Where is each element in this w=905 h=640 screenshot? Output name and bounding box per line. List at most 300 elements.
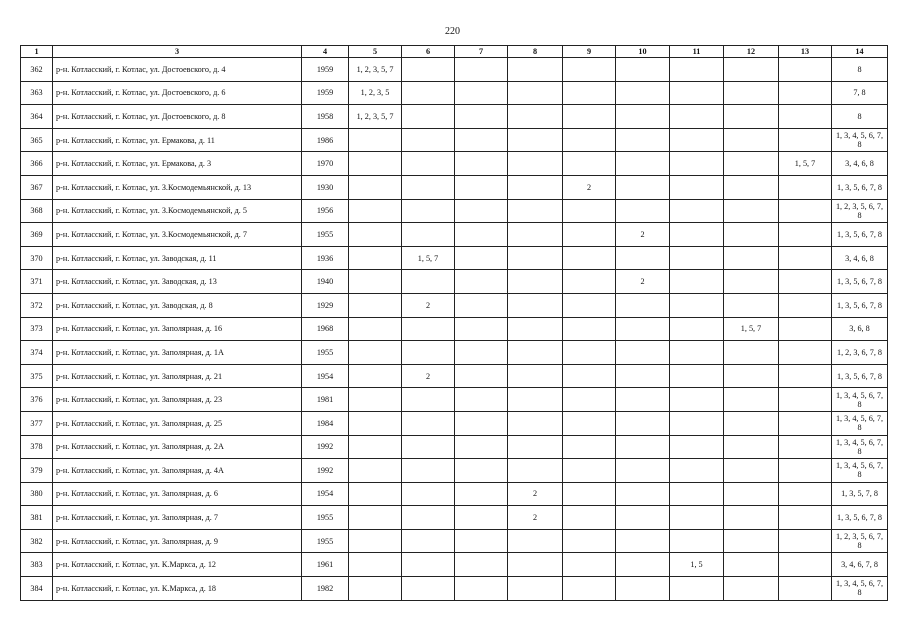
row-number-cell: 369 <box>21 223 53 247</box>
table-cell <box>724 506 779 530</box>
table-cell <box>402 81 455 105</box>
table-cell <box>455 529 508 553</box>
table-cell <box>563 577 616 601</box>
year-cell: 1929 <box>302 293 349 317</box>
table-row <box>21 58 888 82</box>
table-cell <box>455 270 508 294</box>
table-cell <box>670 223 724 247</box>
table-row <box>21 411 888 435</box>
table-cell: 1, 3, 5, 6, 7, 8 <box>832 223 888 247</box>
table-cell <box>563 81 616 105</box>
table-cell: 1, 3, 5, 6, 7, 8 <box>832 270 888 294</box>
table-cell <box>402 223 455 247</box>
table-cell <box>563 152 616 176</box>
table-cell <box>670 199 724 223</box>
table-cell <box>508 246 563 270</box>
column-header: 3 <box>53 46 302 58</box>
table-cell <box>616 364 670 388</box>
address-cell: р-н. Котласский, г. Котлас, ул. Заполярная, д. 23 <box>53 388 302 412</box>
table-cell <box>402 317 455 341</box>
address-cell: р-н. Котласский, г. Котлас, ул. Заполярная, д. 16 <box>53 317 302 341</box>
table-cell <box>670 506 724 530</box>
table-cell <box>455 553 508 577</box>
table-cell <box>508 459 563 483</box>
year-cell: 1954 <box>302 364 349 388</box>
table-cell <box>563 317 616 341</box>
table-cell <box>779 199 832 223</box>
table-cell <box>508 577 563 601</box>
table-row <box>21 577 888 601</box>
table-cell: 1, 3, 4, 5, 6, 7, 8 <box>832 128 888 152</box>
table-cell <box>724 175 779 199</box>
table-cell <box>455 58 508 82</box>
table-cell <box>724 293 779 317</box>
address-cell: р-н. Котласский, г. Котлас, ул. Заполярная, д. 2А <box>53 435 302 459</box>
table-cell <box>670 58 724 82</box>
address-cell: р-н. Котласский, г. Котлас, ул. Достоевского, д. 8 <box>53 105 302 129</box>
column-header: 7 <box>455 46 508 58</box>
table-cell <box>724 364 779 388</box>
table-cell <box>779 553 832 577</box>
table-row <box>21 388 888 412</box>
table-cell <box>508 293 563 317</box>
table-cell <box>508 411 563 435</box>
table-cell <box>508 223 563 247</box>
table-cell <box>670 293 724 317</box>
table-cell: 1, 5 <box>670 553 724 577</box>
table-cell <box>455 411 508 435</box>
table-cell <box>349 152 402 176</box>
table-cell: 1, 3, 5, 6, 7, 8 <box>832 506 888 530</box>
table-cell: 2 <box>508 482 563 506</box>
table-cell <box>402 529 455 553</box>
row-number-cell: 374 <box>21 341 53 365</box>
table-cell <box>455 105 508 129</box>
table-cell <box>563 270 616 294</box>
table-cell <box>724 435 779 459</box>
table-cell <box>616 317 670 341</box>
table-cell <box>455 435 508 459</box>
table-cell <box>349 529 402 553</box>
table-cell <box>616 58 670 82</box>
table-cell <box>779 270 832 294</box>
year-cell: 1956 <box>302 199 349 223</box>
table-cell <box>724 411 779 435</box>
table-cell <box>724 199 779 223</box>
table-row <box>21 128 888 152</box>
table-row <box>21 105 888 129</box>
table-cell <box>779 364 832 388</box>
year-cell: 1930 <box>302 175 349 199</box>
row-number-cell: 366 <box>21 152 53 176</box>
table-cell <box>616 152 670 176</box>
table-cell <box>349 199 402 223</box>
table-cell <box>779 81 832 105</box>
table-row <box>21 293 888 317</box>
address-cell: р-н. Котласский, г. Котлас, ул. З.Космодемьянской, д. 5 <box>53 199 302 223</box>
table-cell <box>455 152 508 176</box>
table-cell <box>402 553 455 577</box>
address-cell: р-н. Котласский, г. Котлас, ул. З.Космодемьянской, д. 13 <box>53 175 302 199</box>
table-cell <box>779 459 832 483</box>
table-cell <box>779 223 832 247</box>
table-cell <box>563 459 616 483</box>
table-cell <box>349 246 402 270</box>
table-cell <box>349 317 402 341</box>
table-cell <box>779 411 832 435</box>
table-cell <box>779 388 832 412</box>
table-cell: 2 <box>402 364 455 388</box>
table-cell <box>779 341 832 365</box>
table-cell: 1, 3, 5, 7, 8 <box>832 482 888 506</box>
table-cell <box>779 175 832 199</box>
table-cell <box>455 341 508 365</box>
row-number-cell: 373 <box>21 317 53 341</box>
table-cell: 2 <box>563 175 616 199</box>
year-cell: 1981 <box>302 388 349 412</box>
table-cell <box>563 506 616 530</box>
table-cell <box>779 317 832 341</box>
table-cell <box>563 529 616 553</box>
table-cell <box>402 435 455 459</box>
address-cell: р-н. Котласский, г. Котлас, ул. К.Маркса, д. 18 <box>53 577 302 601</box>
table-cell: 1, 3, 4, 5, 6, 7, 8 <box>832 411 888 435</box>
table-cell: 1, 5, 7 <box>779 152 832 176</box>
table-cell <box>616 435 670 459</box>
table-cell: 2 <box>616 270 670 294</box>
table-cell <box>563 58 616 82</box>
row-number-cell: 371 <box>21 270 53 294</box>
table-cell <box>455 506 508 530</box>
table-cell <box>616 175 670 199</box>
table-header-row <box>21 46 888 58</box>
table-row <box>21 435 888 459</box>
table-cell <box>508 388 563 412</box>
table-cell <box>508 199 563 223</box>
table-cell: 1, 2, 3, 6, 7, 8 <box>832 341 888 365</box>
table-cell <box>670 459 724 483</box>
table-cell: 8 <box>832 105 888 129</box>
table-cell <box>724 482 779 506</box>
table-cell <box>724 388 779 412</box>
year-cell: 1955 <box>302 223 349 247</box>
table-cell <box>670 364 724 388</box>
table-cell: 1, 3, 4, 5, 6, 7, 8 <box>832 435 888 459</box>
table-cell <box>670 270 724 294</box>
address-cell: р-н. Котласский, г. Котлас, ул. З.Космодемьянской, д. 7 <box>53 223 302 247</box>
table-cell <box>724 270 779 294</box>
table-cell <box>616 105 670 129</box>
table-cell <box>508 553 563 577</box>
year-cell: 1936 <box>302 246 349 270</box>
address-cell: р-н. Котласский, г. Котлас, ул. Достоевского, д. 6 <box>53 81 302 105</box>
table-cell <box>508 105 563 129</box>
table-cell <box>349 459 402 483</box>
table-cell <box>455 81 508 105</box>
table-cell <box>402 459 455 483</box>
table-cell: 8 <box>832 58 888 82</box>
table-cell <box>670 435 724 459</box>
column-header: 14 <box>832 46 888 58</box>
table-cell <box>724 577 779 601</box>
table-cell <box>455 482 508 506</box>
table-cell <box>724 128 779 152</box>
table-cell <box>779 128 832 152</box>
column-header: 13 <box>779 46 832 58</box>
year-cell: 1984 <box>302 411 349 435</box>
table-row <box>21 529 888 553</box>
table-row <box>21 199 888 223</box>
table-cell <box>508 317 563 341</box>
table-cell <box>349 411 402 435</box>
column-header: 4 <box>302 46 349 58</box>
table-cell <box>349 435 402 459</box>
table-cell <box>616 388 670 412</box>
year-cell: 1959 <box>302 58 349 82</box>
address-cell: р-н. Котласский, г. Котлас, ул. Заполярная, д. 7 <box>53 506 302 530</box>
table-cell <box>349 506 402 530</box>
address-cell: р-н. Котласский, г. Котлас, ул. Заводская, д. 11 <box>53 246 302 270</box>
year-cell: 1970 <box>302 152 349 176</box>
year-cell: 1992 <box>302 435 349 459</box>
address-cell: р-н. Котласский, г. Котлас, ул. Заводская, д. 13 <box>53 270 302 294</box>
table-cell: 1, 2, 3, 5, 6, 7, 8 <box>832 199 888 223</box>
table-cell <box>724 58 779 82</box>
table-cell <box>670 411 724 435</box>
table-cell: 1, 5, 7 <box>402 246 455 270</box>
row-number-cell: 375 <box>21 364 53 388</box>
table-cell <box>349 341 402 365</box>
table-cell <box>563 388 616 412</box>
table-row <box>21 246 888 270</box>
address-cell: р-н. Котласский, г. Котлас, ул. Ермакова, д. 3 <box>53 152 302 176</box>
table-cell <box>455 175 508 199</box>
row-number-cell: 363 <box>21 81 53 105</box>
column-header: 5 <box>349 46 402 58</box>
table-cell <box>670 577 724 601</box>
table-cell <box>402 128 455 152</box>
table-cell <box>724 529 779 553</box>
column-header: 10 <box>616 46 670 58</box>
table-cell <box>779 506 832 530</box>
table-cell <box>779 482 832 506</box>
table-cell <box>349 293 402 317</box>
column-header: 1 <box>21 46 53 58</box>
table-cell <box>508 529 563 553</box>
table-cell <box>616 577 670 601</box>
column-header: 8 <box>508 46 563 58</box>
table-cell <box>724 223 779 247</box>
year-cell: 1954 <box>302 482 349 506</box>
table-cell <box>508 435 563 459</box>
table-cell <box>670 341 724 365</box>
table-cell <box>670 388 724 412</box>
row-number-cell: 372 <box>21 293 53 317</box>
row-number-cell: 370 <box>21 246 53 270</box>
table-cell <box>402 506 455 530</box>
table-cell <box>670 317 724 341</box>
table-cell <box>402 388 455 412</box>
table-cell <box>616 128 670 152</box>
row-number-cell: 376 <box>21 388 53 412</box>
table-cell <box>724 81 779 105</box>
address-cell: р-н. Котласский, г. Котлас, ул. К.Маркса, д. 12 <box>53 553 302 577</box>
table-cell <box>402 341 455 365</box>
table-cell <box>616 459 670 483</box>
table-cell <box>779 577 832 601</box>
table-cell <box>563 553 616 577</box>
table-row <box>21 553 888 577</box>
table-cell: 1, 3, 5, 6, 7, 8 <box>832 175 888 199</box>
table-cell <box>455 293 508 317</box>
column-header: 6 <box>402 46 455 58</box>
table-row <box>21 223 888 247</box>
table-cell <box>349 223 402 247</box>
table-cell: 3, 4, 6, 8 <box>832 246 888 270</box>
year-cell: 1940 <box>302 270 349 294</box>
table-cell <box>563 364 616 388</box>
table-cell <box>670 482 724 506</box>
table-cell <box>779 58 832 82</box>
table-cell <box>455 459 508 483</box>
table-cell <box>616 411 670 435</box>
table-cell <box>616 506 670 530</box>
table-row <box>21 81 888 105</box>
table-cell <box>508 364 563 388</box>
table-cell <box>508 270 563 294</box>
table-cell <box>455 223 508 247</box>
table-row <box>21 317 888 341</box>
table-cell <box>402 105 455 129</box>
table-cell <box>455 388 508 412</box>
table-cell: 1, 2, 3, 5 <box>349 81 402 105</box>
table-cell <box>563 128 616 152</box>
table-cell: 1, 5, 7 <box>724 317 779 341</box>
table-cell <box>402 577 455 601</box>
table-cell <box>349 175 402 199</box>
table-cell <box>616 529 670 553</box>
table-cell: 1, 3, 5, 6, 7, 8 <box>832 364 888 388</box>
table-row <box>21 175 888 199</box>
address-cell: р-н. Котласский, г. Котлас, ул. Ермакова, д. 11 <box>53 128 302 152</box>
table-cell <box>616 81 670 105</box>
table-cell <box>616 293 670 317</box>
table-cell <box>616 553 670 577</box>
address-cell: р-н. Котласский, г. Котлас, ул. Заполярная, д. 4А <box>53 459 302 483</box>
table-cell <box>455 246 508 270</box>
table-cell <box>563 482 616 506</box>
table-cell <box>349 388 402 412</box>
table-cell <box>724 246 779 270</box>
table-cell: 1, 3, 4, 5, 6, 7, 8 <box>832 459 888 483</box>
row-number-cell: 380 <box>21 482 53 506</box>
table-cell: 2 <box>508 506 563 530</box>
table-cell: 3, 4, 6, 8 <box>832 152 888 176</box>
table-cell <box>455 577 508 601</box>
row-number-cell: 377 <box>21 411 53 435</box>
table-cell <box>349 553 402 577</box>
table-cell <box>402 482 455 506</box>
table-cell <box>670 529 724 553</box>
table-cell <box>670 128 724 152</box>
table-row <box>21 459 888 483</box>
table-cell <box>402 58 455 82</box>
row-number-cell: 365 <box>21 128 53 152</box>
table-row <box>21 506 888 530</box>
table-cell <box>402 152 455 176</box>
table-cell <box>349 577 402 601</box>
year-cell: 1968 <box>302 317 349 341</box>
table-cell <box>670 105 724 129</box>
table-cell <box>563 105 616 129</box>
row-number-cell: 381 <box>21 506 53 530</box>
year-cell: 1955 <box>302 506 349 530</box>
year-cell: 1992 <box>302 459 349 483</box>
table-cell <box>563 223 616 247</box>
buildings-table <box>20 45 888 601</box>
table-cell <box>563 411 616 435</box>
address-cell: р-н. Котласский, г. Котлас, ул. Заполярная, д. 21 <box>53 364 302 388</box>
address-cell: р-н. Котласский, г. Котлас, ул. Заводская, д. 8 <box>53 293 302 317</box>
table-cell <box>349 364 402 388</box>
year-cell: 1986 <box>302 128 349 152</box>
table-cell: 1, 3, 4, 5, 6, 7, 8 <box>832 388 888 412</box>
table-cell: 3, 4, 6, 7, 8 <box>832 553 888 577</box>
table-cell <box>563 341 616 365</box>
table-cell: 1, 3, 5, 6, 7, 8 <box>832 293 888 317</box>
table-cell <box>349 128 402 152</box>
table-cell <box>779 529 832 553</box>
row-number-cell: 382 <box>21 529 53 553</box>
table-cell: 2 <box>616 223 670 247</box>
table-cell <box>563 293 616 317</box>
table-cell: 3, 6, 8 <box>832 317 888 341</box>
address-cell: р-н. Котласский, г. Котлас, ул. Заполярная, д. 1А <box>53 341 302 365</box>
table-cell <box>455 128 508 152</box>
table-cell <box>563 246 616 270</box>
table-cell: 1, 2, 3, 5, 6, 7, 8 <box>832 529 888 553</box>
table-cell <box>402 175 455 199</box>
address-cell: р-н. Котласский, г. Котлас, ул. Достоевского, д. 4 <box>53 58 302 82</box>
year-cell: 1959 <box>302 81 349 105</box>
table-cell: 2 <box>402 293 455 317</box>
address-cell: р-н. Котласский, г. Котлас, ул. Заполярная, д. 25 <box>53 411 302 435</box>
table-cell <box>616 199 670 223</box>
year-cell: 1955 <box>302 341 349 365</box>
table-cell <box>616 482 670 506</box>
address-cell: р-н. Котласский, г. Котлас, ул. Заполярная, д. 9 <box>53 529 302 553</box>
table-cell <box>724 341 779 365</box>
table-row <box>21 270 888 294</box>
table-cell <box>508 58 563 82</box>
row-number-cell: 367 <box>21 175 53 199</box>
row-number-cell: 378 <box>21 435 53 459</box>
table-cell <box>508 128 563 152</box>
table-cell <box>508 341 563 365</box>
table-row <box>21 482 888 506</box>
table-cell <box>455 199 508 223</box>
column-header: 11 <box>670 46 724 58</box>
table-cell: 1, 2, 3, 5, 7 <box>349 58 402 82</box>
table-cell <box>724 105 779 129</box>
column-header: 9 <box>563 46 616 58</box>
row-number-cell: 383 <box>21 553 53 577</box>
table-row <box>21 341 888 365</box>
table-cell <box>508 81 563 105</box>
table-cell <box>563 199 616 223</box>
table-cell <box>455 317 508 341</box>
table-row <box>21 152 888 176</box>
